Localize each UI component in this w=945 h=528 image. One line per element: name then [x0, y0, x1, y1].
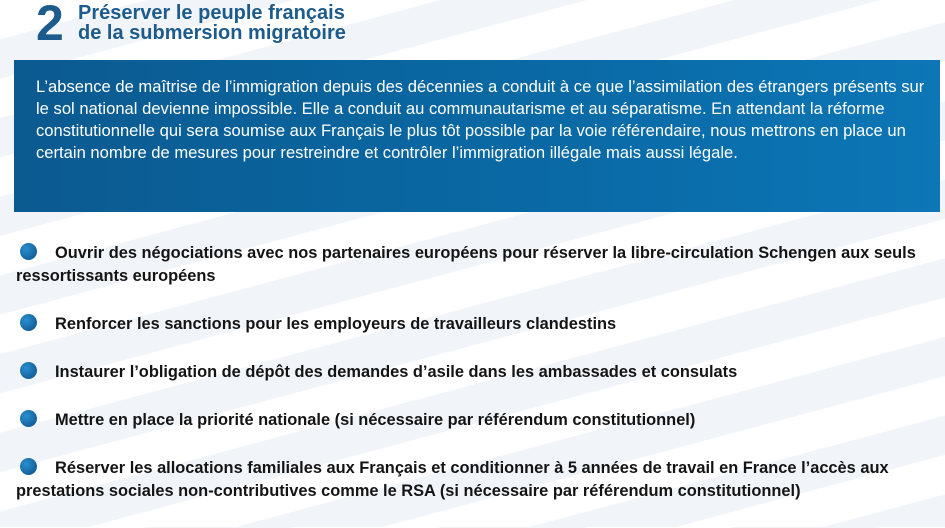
bullet-icon — [20, 314, 37, 331]
list-item — [16, 409, 936, 432]
section-number: 2 — [36, 0, 63, 51]
intro-text: L’absence de maîtrise de l’immigration depuis des décennies a conduit à ce que l’assimilation des étrangers présents sur le sol national devienne impossible. Elle a conduit au communautarisme et au séparatisme. En attendant la réforme constitutionnelle qui sera soumise aux Français le plus tôt possible par la voie référendaire, nous mettrons en place un certain nombre de mesures pour restreindre et contrôler l’immigration illégale mais aussi légale. — [36, 77, 925, 162]
section-title — [78, 3, 346, 43]
title-line-1: Préserver le peuple français — [78, 2, 345, 24]
item-text: Mettre en place la priorité nationale (si nécessaire par référendum constitutionnel) — [55, 411, 696, 429]
bullet-icon — [20, 243, 37, 260]
list-item — [16, 313, 936, 336]
measures-list — [16, 242, 936, 528]
bullet-icon — [20, 362, 37, 379]
bullet-icon — [20, 458, 37, 475]
item-text: Ouvrir des négociations avec nos partenaires européens pour réserver la libre-circulation Schengen aux seuls ressortissants européens — [16, 244, 916, 285]
item-text: Réserver les allocations familiales aux Français et conditionner à 5 années de travail en France l’accès aux prestations sociales non-contributives comme le RSA (si nécessaire par référendum constitutionnel) — [16, 459, 889, 500]
list-item — [16, 457, 936, 503]
item-text: Instaurer l’obligation de dépôt des demandes d’asile dans les ambassades et consulats — [55, 363, 738, 381]
list-item — [16, 361, 936, 384]
title-line-2: de la submersion migratoire — [78, 22, 346, 44]
item-text: Renforcer les sanctions pour les employeurs de travailleurs clandestins — [55, 315, 617, 333]
bullet-icon — [20, 410, 37, 427]
intro-box — [14, 60, 940, 212]
list-item — [16, 242, 936, 288]
